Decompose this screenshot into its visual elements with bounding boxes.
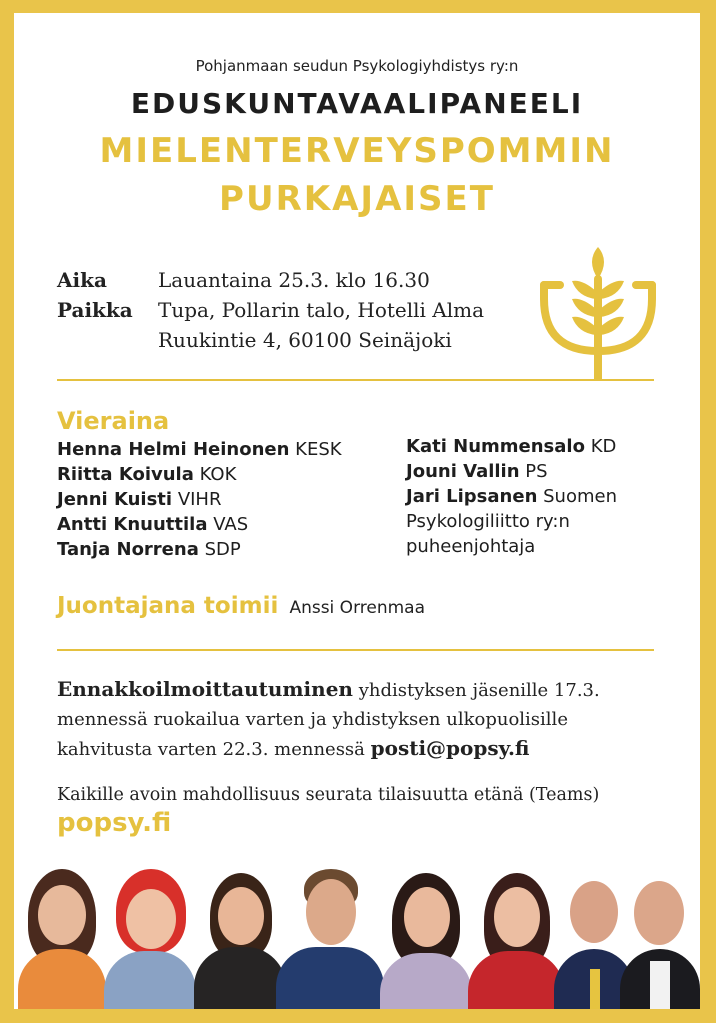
guest-item <box>57 462 342 487</box>
guests-heading: Vieraina <box>57 407 170 435</box>
guest-party: SDP <box>204 539 241 560</box>
divider <box>57 379 654 381</box>
guest-list-left <box>57 437 342 562</box>
place-value: Tupa, Pollarin talo, Hotelli Alma <box>158 298 485 322</box>
guest-name: Henna Helmi Heinonen <box>57 439 290 460</box>
guest-party: Suomen <box>543 486 617 507</box>
host-label: Juontajana toimii <box>57 593 279 619</box>
guest-party: KOK <box>199 464 237 485</box>
registration-text <box>57 675 677 764</box>
guest-party: PS <box>525 461 548 482</box>
guest-party: VIHR <box>177 489 222 510</box>
registration-text-3: kahvitusta varten 22.3. mennessä <box>57 739 365 760</box>
person-photo <box>276 869 384 1009</box>
registration-lead: Ennakkoilmoittautuminen <box>57 677 353 701</box>
host-name: Anssi Orrenmaa <box>289 598 425 618</box>
organizer-text: Pohjanmaan seudun Psykologiyhdistys ry:n <box>195 57 519 75</box>
guest-party: KESK <box>295 439 342 460</box>
website-link[interactable]: popsy.fi <box>57 808 172 838</box>
guest-item <box>406 434 617 459</box>
wheat-logo-icon <box>538 239 658 381</box>
person-photo <box>380 873 472 1009</box>
divider <box>57 649 654 651</box>
guest-name: Tanja Norrena <box>57 539 199 560</box>
place-label: Paikka <box>57 298 133 322</box>
guest-name: Riitta Koivula <box>57 464 194 485</box>
guest-name: Kati Nummensalo <box>406 436 585 457</box>
event-title: EDUSKUNTAVAALIPANEELI <box>130 87 584 120</box>
host-line <box>57 593 425 619</box>
guest-role: Psykologiliitto ry:n <box>406 511 570 532</box>
event-subtitle-line1: MIELENTERVEYSPOMMIN <box>99 131 615 171</box>
guest-item <box>406 459 617 484</box>
event-subtitle-line2: PURKAJAISET <box>219 179 495 219</box>
candidate-photos <box>14 869 700 1009</box>
guest-role: puheenjohtaja <box>406 536 536 557</box>
person-photo <box>468 873 564 1009</box>
poster <box>14 13 700 1009</box>
guest-party: KD <box>590 436 617 457</box>
guest-list-right <box>406 434 617 559</box>
address-value: Ruukintie 4, 60100 Seinäjoki <box>158 328 452 352</box>
person-photo <box>620 881 700 1009</box>
person-photo <box>194 873 286 1009</box>
guest-item <box>57 512 342 537</box>
guest-name: Jouni Vallin <box>406 461 520 482</box>
guest-item <box>406 484 617 509</box>
remote-info: Kaikille avoin mahdollisuus seurata tilaisuutta etänä (Teams) <box>57 785 600 805</box>
guest-party: VAS <box>213 514 249 535</box>
guest-name: Jenni Kuisti <box>57 489 173 510</box>
person-photo <box>102 869 198 1009</box>
guest-name: Jari Lipsanen <box>406 486 538 507</box>
registration-email[interactable]: posti@popsy.fi <box>370 736 530 760</box>
guest-item <box>57 437 342 462</box>
registration-text-2: mennessä ruokailua varten ja yhdistyksen ulkopuolisille <box>57 709 568 730</box>
time-label: Aika <box>57 268 107 292</box>
guest-item <box>57 537 342 562</box>
time-value: Lauantaina 25.3. klo 16.30 <box>158 268 430 292</box>
registration-text-1: yhdistyksen jäsenille 17.3. <box>358 680 600 701</box>
person-photo <box>18 869 106 1009</box>
guest-item <box>57 487 342 512</box>
guest-name: Antti Knuuttila <box>57 514 208 535</box>
